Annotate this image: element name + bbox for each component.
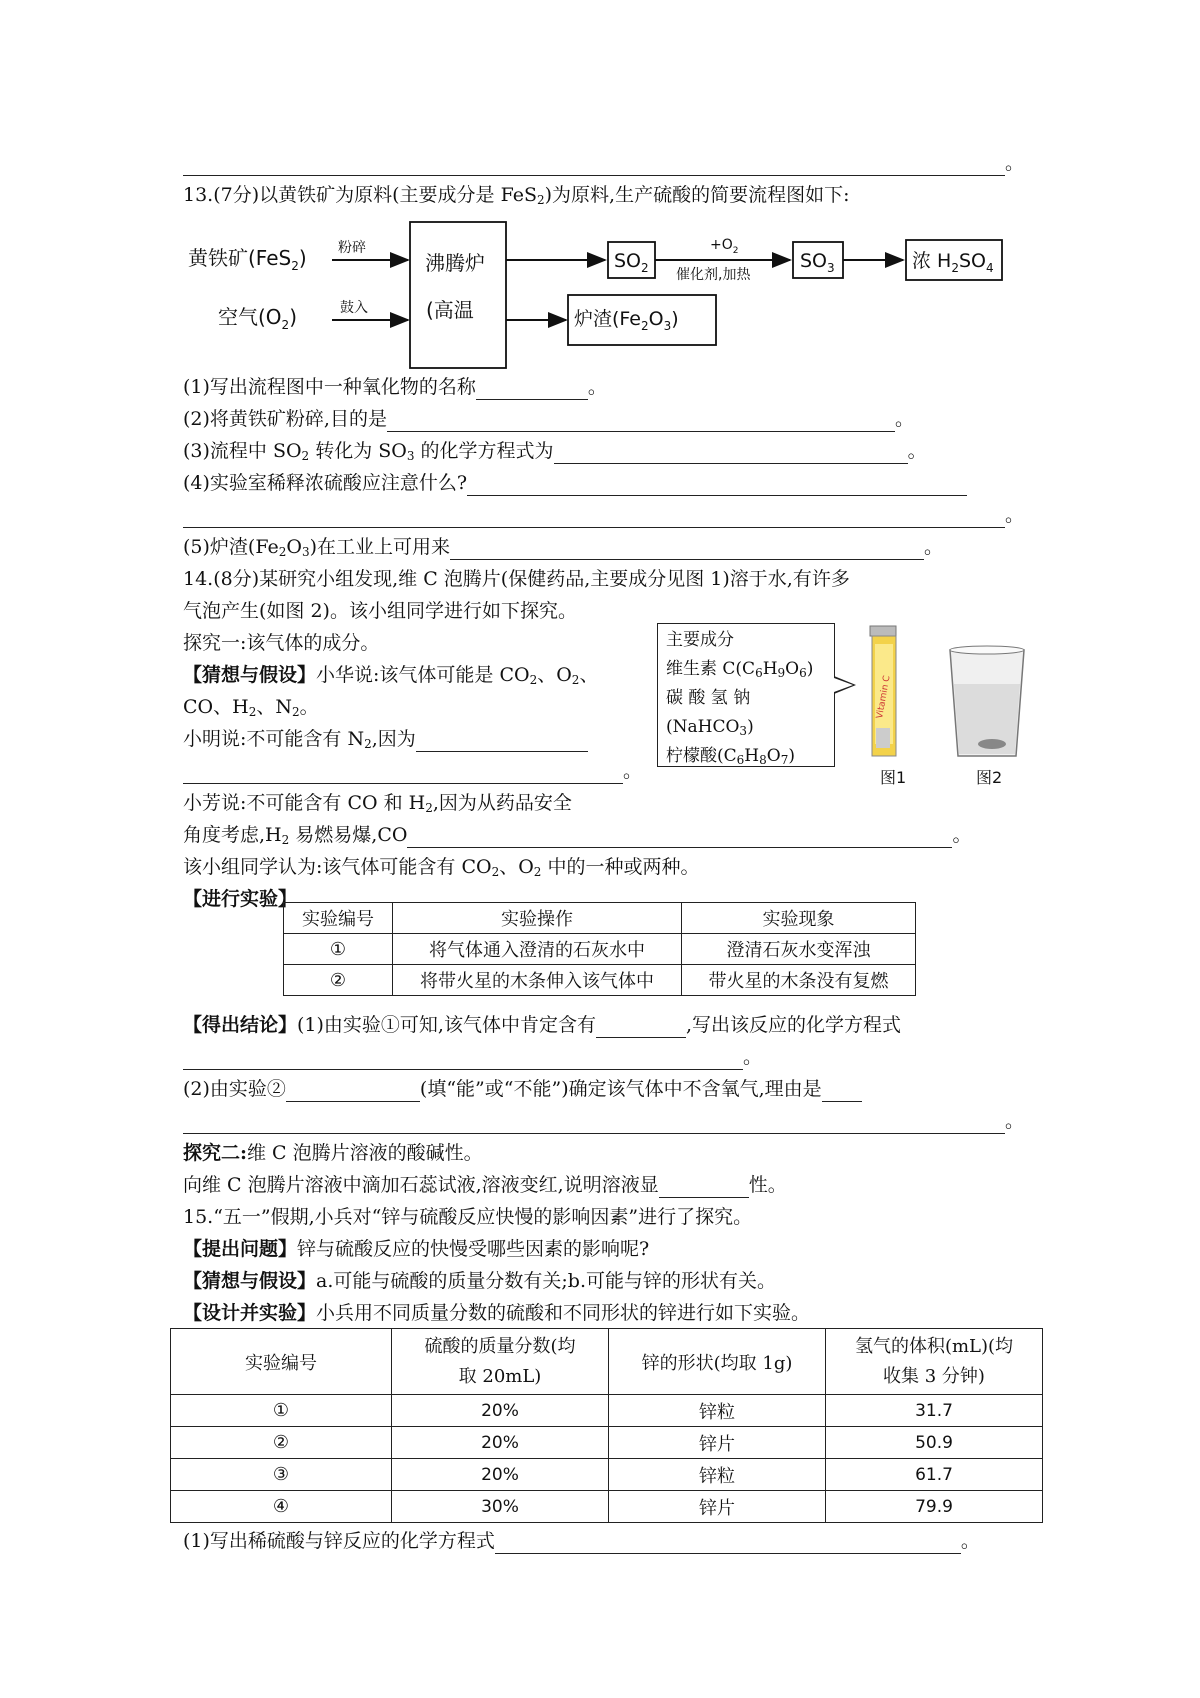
- q14-ming: 小明说:不可能含有 $N_2$,因为: [183, 726, 588, 752]
- q13-part1: (1)写出流程图中一种氧化物的名称 。: [183, 376, 607, 398]
- conclusion-1: 【得出结论】(1)由实验①可知,该气体中肯定含有 ,写出该反应的化学方程式: [183, 1014, 902, 1036]
- acid-label: 浓 $H_2SO_4$: [912, 250, 994, 275]
- q15-hypothesis: 【猜想与假设】a.可能与硫酸的质量分数有关;b.可能与锌的形状有关。: [183, 1270, 776, 1292]
- table-row: ③ 20% 锌粒 61.7: [171, 1459, 1043, 1491]
- q13-part4-line2: 。: [183, 502, 1024, 528]
- glass-of-water-image: [942, 644, 1032, 764]
- q13-part4: (4)实验室稀释浓硫酸应注意什么?: [183, 470, 967, 496]
- q13-title: 13.(7分)以黄铁矿为原料(主要成分是 FeS$_2$)为原料,生产硫酸的简要流程图如下:: [183, 184, 850, 207]
- answer-blank[interactable]: [495, 1533, 961, 1554]
- answer-blank[interactable]: [183, 1113, 1005, 1134]
- so3-label: $SO_3$: [800, 250, 835, 275]
- answer-blank[interactable]: [183, 763, 623, 784]
- q13-part5: (5)炉渣$(Fe_2O_3)$在工业上可用来 。: [183, 536, 944, 559]
- crush-label: 粉碎: [338, 240, 366, 256]
- answer-blank[interactable]: [183, 507, 1005, 528]
- table-row: ④ 30% 锌片 79.9: [171, 1491, 1043, 1523]
- answer-blank[interactable]: [416, 731, 588, 752]
- blank: [183, 155, 1005, 176]
- q15-part1: (1)写出稀硫酸与锌反应的化学方程式 。: [183, 1530, 980, 1552]
- table-row: ② 将带火星的木条伸入该气体中 带火星的木条没有复燃: [284, 965, 916, 996]
- q14-hypothesis: 【猜想与假设】小华说:该气体可能是 $CO_2$、$O_2$、: [183, 664, 599, 687]
- table-header-row: 实验编号 硫酸的质量分数(均 取 20mL) 锌的形状(均取 1g) 氢气的体积(mL)(均 收集 3 分钟): [171, 1329, 1043, 1395]
- q14-title-2: 气泡产生(如图 2)。该小组同学进行如下探究。: [183, 600, 577, 622]
- slag-label: 炉渣$(Fe_2O_3)$: [574, 308, 679, 333]
- fig2-label: 图2: [976, 768, 1003, 787]
- answer-blank[interactable]: [659, 1177, 749, 1198]
- q14-group: 该小组同学认为:该气体可能含有 $CO_2$、$O_2$ 中的一种或两种。: [183, 856, 700, 879]
- furnace-label-1: 沸腾炉: [425, 251, 485, 275]
- furnace-label-2: (高温: [426, 298, 474, 322]
- prev-answer-line: [183, 150, 1024, 176]
- q15-ask: 【提出问题】锌与硫酸反应的快慢受哪些因素的影响呢?: [183, 1238, 650, 1260]
- air-label: 空气$(O_2)$: [218, 305, 297, 332]
- q14-fang-1: 小芳说:不可能含有 CO 和 $H_2$,因为从药品安全: [183, 792, 572, 815]
- answer-blank[interactable]: [467, 475, 967, 496]
- table-header-row: 实验编号 实验操作 实验现象: [284, 903, 916, 934]
- litmus-line: 向维 C 泡腾片溶液中滴加石蕊试液,溶液变红,说明溶液显 性。: [183, 1174, 787, 1196]
- conclusion-1-line2: 。: [183, 1044, 762, 1070]
- conclusion-2: (2)由实验② (填“能”或“不能”)确定该气体中不含氧气,理由是: [183, 1076, 862, 1102]
- plus-o2-label: $+O_2$: [710, 237, 739, 256]
- zinc-experiment-table: [170, 1328, 1043, 1523]
- explore1: 探究一:该气体的成分。: [183, 632, 380, 654]
- ingredients-callout: 主要成分 维生素 $C(C_6H_9O_6)$ 碳 酸 氢 钠 (NaHCO$_3$) 柠檬酸$(C_6H_8O_7)$: [657, 623, 835, 767]
- answer-blank[interactable]: [554, 443, 908, 464]
- table-row: ② 20% 锌片 50.9: [171, 1427, 1043, 1459]
- table-row: ① 将气体通入澄清的石灰水中 澄清石灰水变浑浊: [284, 934, 916, 965]
- answer-blank[interactable]: [387, 411, 895, 432]
- answer-blank[interactable]: [450, 539, 924, 560]
- answer-blank[interactable]: [407, 827, 952, 848]
- sulfuric-acid-flow-diagram: [0, 212, 1200, 372]
- q14-ming-line2: 。: [183, 758, 642, 784]
- answer-blank[interactable]: [183, 1049, 743, 1070]
- so2-label: $SO_2$: [614, 250, 649, 275]
- period: 。: [1005, 152, 1025, 174]
- q14-fang-2: 角度考虑$,H_2$ 易燃易爆,CO 。: [183, 824, 972, 847]
- catalyst-label: 催化剂,加热: [676, 267, 751, 283]
- pyrite-label: 黄铁矿(FeS$_2$): [188, 246, 307, 273]
- vitamin-c-tube-image: [862, 624, 932, 764]
- q14-title-1: 14.(8分)某研究小组发现,维 C 泡腾片(保健药品,主要成分见图 1)溶于水,有许多: [183, 568, 850, 590]
- answer-blank[interactable]: [286, 1081, 420, 1102]
- fig1-label: 图1: [880, 768, 907, 787]
- table-row: ① 20% 锌粒 31.7: [171, 1395, 1043, 1427]
- answer-blank[interactable]: [476, 379, 588, 400]
- explore2: 探究二:维 C 泡腾片溶液的酸碱性。: [183, 1142, 483, 1164]
- answer-blank[interactable]: [596, 1017, 686, 1038]
- experiment-table: [283, 902, 916, 996]
- furnace-box: [410, 222, 506, 368]
- q15-design: 【设计并实验】小兵用不同质量分数的硫酸和不同形状的锌进行如下实验。: [183, 1302, 811, 1324]
- exp-tag: 【进行实验】: [183, 888, 298, 910]
- answer-blank[interactable]: [822, 1081, 862, 1102]
- q13-part3: (3)流程中 $SO_2$ 转化为 $SO_3$ 的化学方程式为 。: [183, 440, 927, 463]
- q14-hypothesis-2: CO、$H_2$、$N_2$。: [183, 696, 319, 719]
- q13-part2: (2)将黄铁矿粉碎,目的是 。: [183, 408, 914, 430]
- blow-label: 鼓入: [340, 300, 368, 316]
- svg-text:Vitamin C: Vitamin C: [875, 674, 893, 720]
- q15-title: 15.“五一”假期,小兵对“锌与硫酸反应快慢的影响因素”进行了探究。: [183, 1206, 753, 1228]
- conclusion-2-line2: 。: [183, 1108, 1024, 1134]
